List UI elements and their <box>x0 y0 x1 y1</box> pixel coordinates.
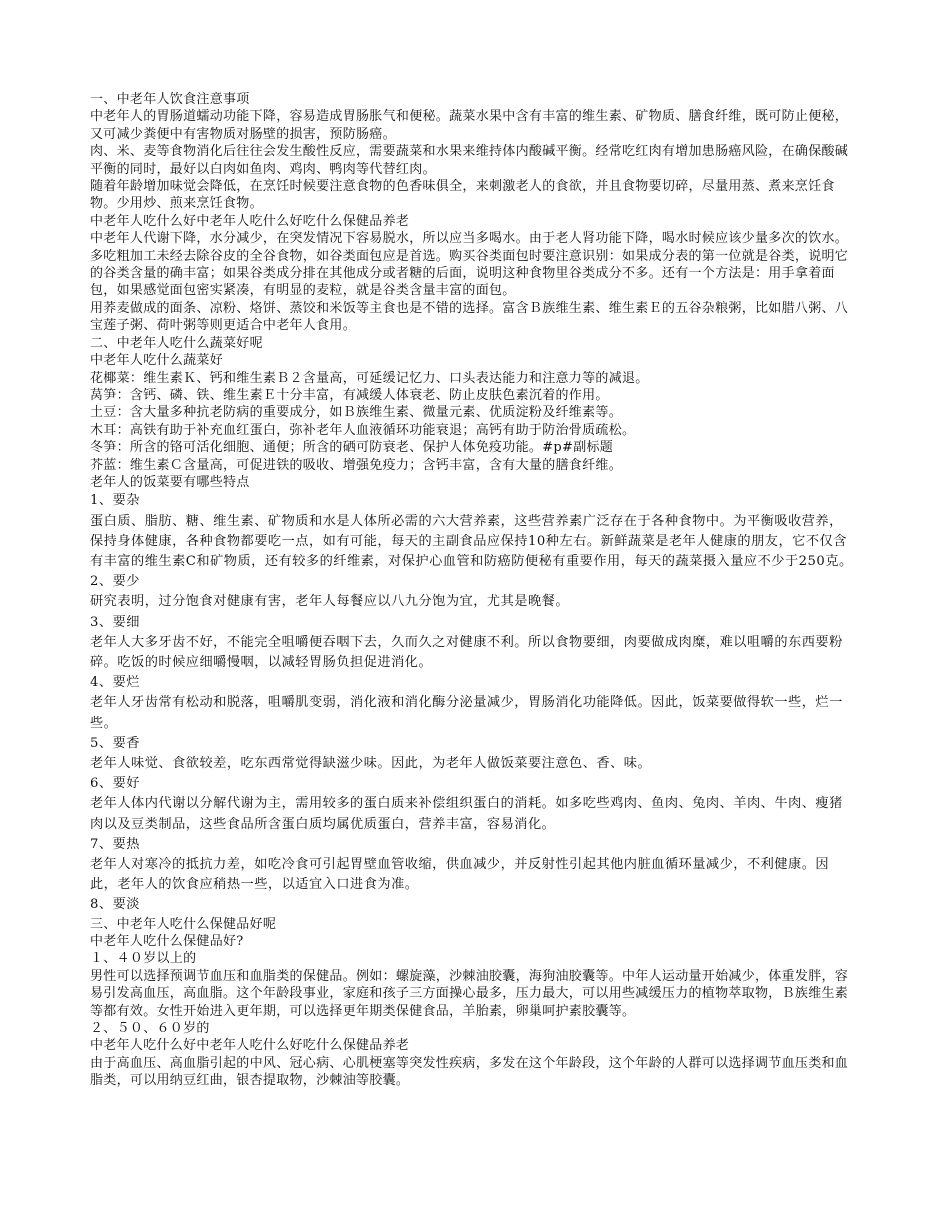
paragraph: 老年人味觉、食欲较差，吃东西常觉得缺滋少味。因此，为老年人做饭菜要注意色、香、味。 <box>90 755 652 771</box>
paragraph: 三、中老年人吃什么保健品好呢 <box>90 916 277 932</box>
paragraph: 芥蓝：维生素Ｃ含量高，可促进铁的吸收、增强免疫力；含钙丰富，含有大量的膳食纤维。 <box>90 457 623 473</box>
paragraph: 二、中老年人吃什么蔬菜好呢 <box>90 335 263 351</box>
paragraph: １、４０岁以上的 <box>90 951 197 967</box>
paragraph: 中老年人吃什么好中老年人吃什么好吃什么保健品养老 <box>90 213 410 229</box>
paragraph: ２、５０、６０岁的 <box>90 1021 210 1037</box>
paragraph: 多吃粗加工未经去除谷皮的全谷食物，如谷类面包应是首选。购买谷类面包时要注意识别：如果成分表的第一位就是谷类，说明它的谷类含量的确丰富；如果谷类成分排在其他成分或者糖的后面，说明这种食物里谷类成分不多。还有一个方法是：用手拿着面包，如果感觉面包密实紧凑，有明显的麦粒，就是谷类含量丰富的面包。 <box>90 248 849 299</box>
paragraph: 木耳：高铁有助于补充血红蛋白，弥补老年人血液循环功能衰退；高钙有助于防治骨质疏松。 <box>90 422 636 438</box>
paragraph: 土豆：含大量多种抗老防病的重要成分，如Ｂ族维生素、微量元素、优质淀粉及纤维素等。 <box>90 405 623 421</box>
paragraph: 由于高血压、高血脂引起的中风、冠心病、心肌梗塞等突发性疾病，多发在这个年龄段，这个年龄的人群可以选择调节血压类和血脂类，可以用纳豆红曲，银杏提取物，沙棘油等胶囊。 <box>90 1055 849 1089</box>
paragraph: 3、要细 <box>90 614 140 630</box>
paragraph: 4、要烂 <box>90 675 140 691</box>
paragraph: 蛋白质、脂肪、糖、维生素、矿物质和水是人体所必需的六大营养素，这些营养素广泛存在于各种食物中。为平衡吸收营养，保持身体健康，各种食物都要吃一点，如有可能，每天的主副食品应保持10种左右。新鲜蔬菜是老年人健康的朋友，它不仅含有丰富的维生素C和矿物质，还有较多的纤维素，对保护心血管和防癌防便秘有重要作用，每天的蔬菜摄入量应不少于250克。 <box>90 513 853 569</box>
paragraph: 7、要热 <box>90 836 140 852</box>
paragraph: 8、要淡 <box>90 897 140 913</box>
paragraph: 1、要杂 <box>90 493 140 509</box>
document-body <box>90 91 855 1090</box>
paragraph: 老年人牙齿常有松动和脱落，咀嚼肌变弱，消化液和消化酶分泌量减少，胃肠消化功能降低。因此，饭菜要做得软一些，烂一些。 <box>90 695 843 731</box>
paragraph: 老年人的饭菜要有哪些特点 <box>90 474 250 490</box>
paragraph: 研究表明，过分饱食对健康有害，老年人每餐应以八九分饱为宜，尤其是晚餐。 <box>90 594 570 610</box>
paragraph: 男性可以选择预调节血压和血脂类的保健品。例如：螺旋藻，沙棘油胶囊，海狗油胶囊等。中年人运动量开始减少，体重发胖，容易引发高血压，高血脂。这个年龄段事业，家庭和孩子三方面操心最多，压力最大，可以用些减缓压力的植物萃取物，Ｂ族维生素等都有效。女性开始进入更年期，可以选择更年期类保健食品，羊胎素，卵巢呵护素胶囊等。 <box>90 968 849 1019</box>
paragraph: 随着年龄增加味觉会降低，在烹饪时候要注意食物的色香味俱全，来刺激老人的食欲，并且食物要切碎，尽量用蒸、煮来烹饪食物。少用炒、煎来烹饪食物。 <box>90 179 835 212</box>
paragraph: 2、要少 <box>90 574 140 590</box>
paragraph: 中老年人代谢下降，水分减少，在突发情况下容易脱水，所以应当多喝水。由于老人肾功能下降，喝水时候应该少量多次的饮水。 <box>90 231 849 247</box>
paragraph: 5、要香 <box>90 735 140 751</box>
paragraph: 花椰菜：维生素Ｋ、钙和维生素Ｂ２含量高，可延缓记忆力、口头表达能力和注意力等的减退。 <box>90 370 649 386</box>
paragraph: 一、中老年人饮食注意事项 <box>90 92 250 107</box>
paragraph: 冬笋：所含的铬可活化细胞、通便；所含的硒可防衰老、保护人体免疫功能。#p#副标题 <box>90 440 614 456</box>
paragraph: 中老年人的胃肠道蠕动功能下降，容易造成胃肠胀气和便秘。蔬菜水果中含有丰富的维生素、矿物质、膳食纤维，既可防止便秘，又可减少粪便中有害物质对肠壁的损害，预防肠癌。 <box>90 109 849 142</box>
paragraph: 中老年人吃什么保健品好? <box>90 934 244 950</box>
paragraph: 用荞麦做成的面条、凉粉、烙饼、蒸饺和米饭等主食也是不错的选择。富含Ｂ族维生素、维生素Ｅ的五谷杂粮粥，比如腊八粥、八宝莲子粥、荷叶粥等则更适合中老年人食用。 <box>90 300 849 334</box>
paragraph: 中老年人吃什么蔬菜好 <box>90 353 224 369</box>
paragraph: 肉、米、麦等食物消化后往往会发生酸性反应，需要蔬菜和水果来维持体内酸碱平衡。经常吃红肉有增加患肠癌风险，在确保酸碱平衡的同时，最好以白肉如鱼肉、鸡肉、鸭肉等代替红肉。 <box>90 144 849 177</box>
paragraph: 老年人大多牙齿不好，不能完全咀嚼便吞咽下去，久而久之对健康不利。所以食物要细，肉要做成肉糜，难以咀嚼的东西要粉碎。吃饭的时候应细嚼慢咽，以减轻胃肠负担促进消化。 <box>90 634 843 670</box>
paragraph: 老年人对寒冷的抵抗力差，如吃冷食可引起胃壁血管收缩，供血减少，并反射性引起其他内脏血循环量减少，不利健康。因此，老年人的饮食应稍热一些，以适宜入口进食为准。 <box>90 857 830 893</box>
paragraph: 莴笋：含钙、磷、铁、维生素Ｅ十分丰富，有减缓人体衰老、防止皮肤色素沉着的作用。 <box>90 387 609 403</box>
paragraph: 老年人体内代谢以分解代谢为主，需用较多的蛋白质来补偿组织蛋白的消耗。如多吃些鸡肉、鱼肉、兔肉、羊肉、牛肉、瘦猪肉以及豆类制品，这些食品所含蛋白质均属优质蛋白，营养丰富，容易消化。 <box>90 796 843 832</box>
paragraph: 中老年人吃什么好中老年人吃什么好吃什么保健品养老 <box>90 1038 410 1054</box>
paragraph: 6、要好 <box>90 776 140 792</box>
